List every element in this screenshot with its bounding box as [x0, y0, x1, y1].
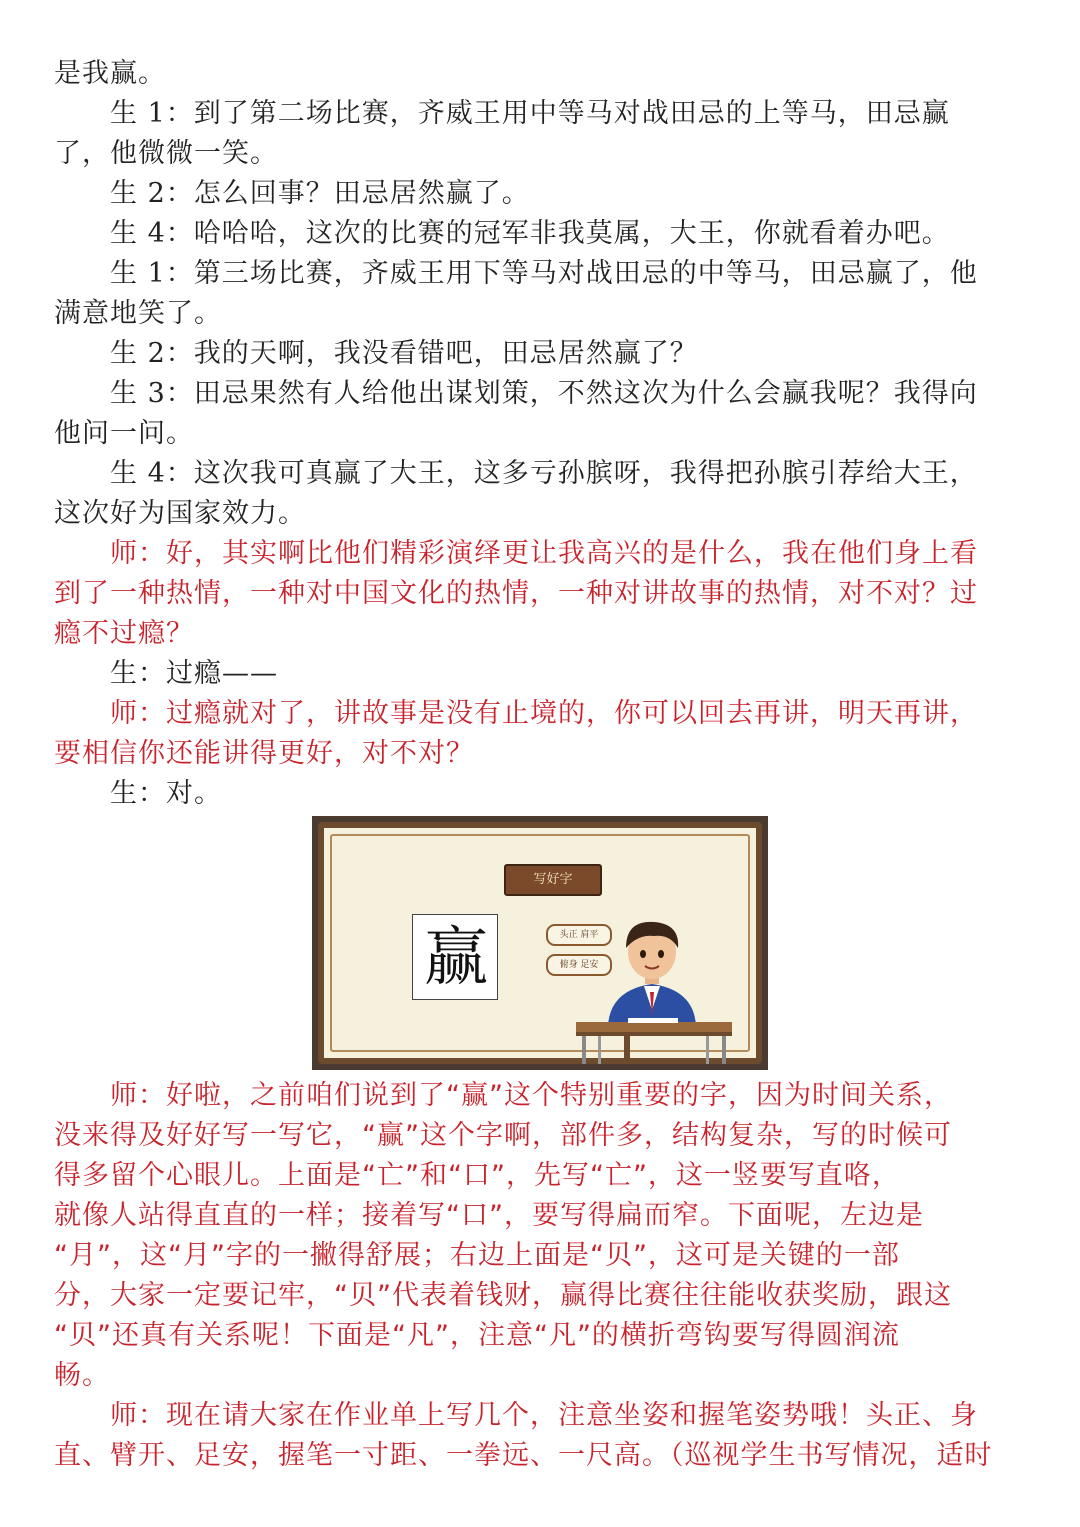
illustration-frame: [318, 822, 762, 1064]
paragraph-line: 生 1：到了第二场比赛，齐威王用中等马对战田忌的上等马，田忌赢: [110, 98, 950, 129]
teacher-line: 要相信你还能讲得更好，对不对？: [54, 738, 474, 769]
tip-badge: 头正 肩平: [546, 924, 612, 946]
paragraph-line: 生 1：第三场比赛，齐威王用下等马对战田忌的中等马，田忌赢了，他: [110, 258, 978, 289]
paragraph-line: 生 4：哈哈哈，这次的比赛的冠军非我莫属，大王，你就看着办吧。: [110, 218, 950, 249]
paragraph-line: 满意地笑了。: [54, 298, 222, 329]
paragraph-line: 生：对。: [110, 778, 222, 809]
teacher-line: 师：过瘾就对了，讲故事是没有止境的，你可以回去再讲，明天再讲，: [110, 698, 978, 729]
tip-badge: 俯身 足安: [546, 954, 612, 976]
teacher-line: “贝”还真有关系呢！下面是“凡”，注意“凡”的横折弯钩要写得圆润流: [54, 1320, 900, 1351]
paragraph-line: 了，他微微一笑。: [54, 138, 278, 169]
paragraph-line: 这次好为国家效力。: [54, 498, 306, 529]
teacher-line: 师：好啦，之前咱们说到了“赢”这个特别重要的字，因为时间关系，: [110, 1080, 952, 1111]
teacher-line: “月”，这“月”字的一撇得舒展；右边上面是“贝”，这可是关键的一部: [54, 1240, 900, 1271]
teacher-line: 到了一种热情，一种对中国文化的热情，一种对讲故事的热情，对不对？过: [54, 578, 978, 609]
paragraph-line: 是我赢。: [54, 58, 166, 89]
paragraph-line: 生 3：田忌果然有人给他出谋划策，不然这次为什么会赢我呢？我得向: [110, 378, 978, 409]
character-box: [412, 914, 498, 1000]
teacher-line: 畅。: [54, 1360, 110, 1391]
paragraph-line: 生 2：怎么回事？田忌居然赢了。: [110, 178, 530, 209]
teacher-line: 师：好，其实啊比他们精彩演绎更让我高兴的是什么，我在他们身上看: [110, 538, 978, 569]
paragraph-line: 生：过瘾——: [110, 658, 278, 689]
teacher-line: 师：现在请大家在作业单上写几个，注意坐姿和握笔姿势哦！头正、身: [110, 1400, 978, 1431]
teacher-line: 分，大家一定要记牢，“贝”代表着钱财，赢得比赛往往能收获奖励，跟这: [54, 1280, 952, 1311]
teacher-line: 没来得及好好写一写它，“赢”这个字啊，部件多，结构复杂，写的时候可: [54, 1120, 952, 1151]
student-writing-illustration: [568, 898, 738, 1064]
paragraph-line: 他问一问。: [54, 418, 194, 449]
character-glyph: 赢: [424, 921, 488, 995]
lesson-illustration: [312, 816, 768, 1070]
teacher-line: 就像人站得直直的一样；接着写“口”，要写得扁而窄。下面呢，左边是: [54, 1200, 924, 1231]
paragraph-line: 生 4：这次我可真赢了大王，这多亏孙膑呀，我得把孙膑引荐给大王，: [110, 458, 978, 489]
illustration-title: 写好字: [504, 864, 602, 896]
paragraph-line: 生 2：我的天啊，我没看错吧，田忌居然赢了？: [110, 338, 698, 369]
teacher-line: 瘾不过瘾？: [54, 618, 194, 649]
teacher-line: 直、臂开、足安，握笔一寸距、一拳远、一尺高。（巡视学生书写情况，适时: [54, 1440, 993, 1471]
teacher-line: 得多留个心眼儿。上面是“亡”和“口”，先写“亡”，这一竖要写直咯，: [54, 1160, 900, 1191]
